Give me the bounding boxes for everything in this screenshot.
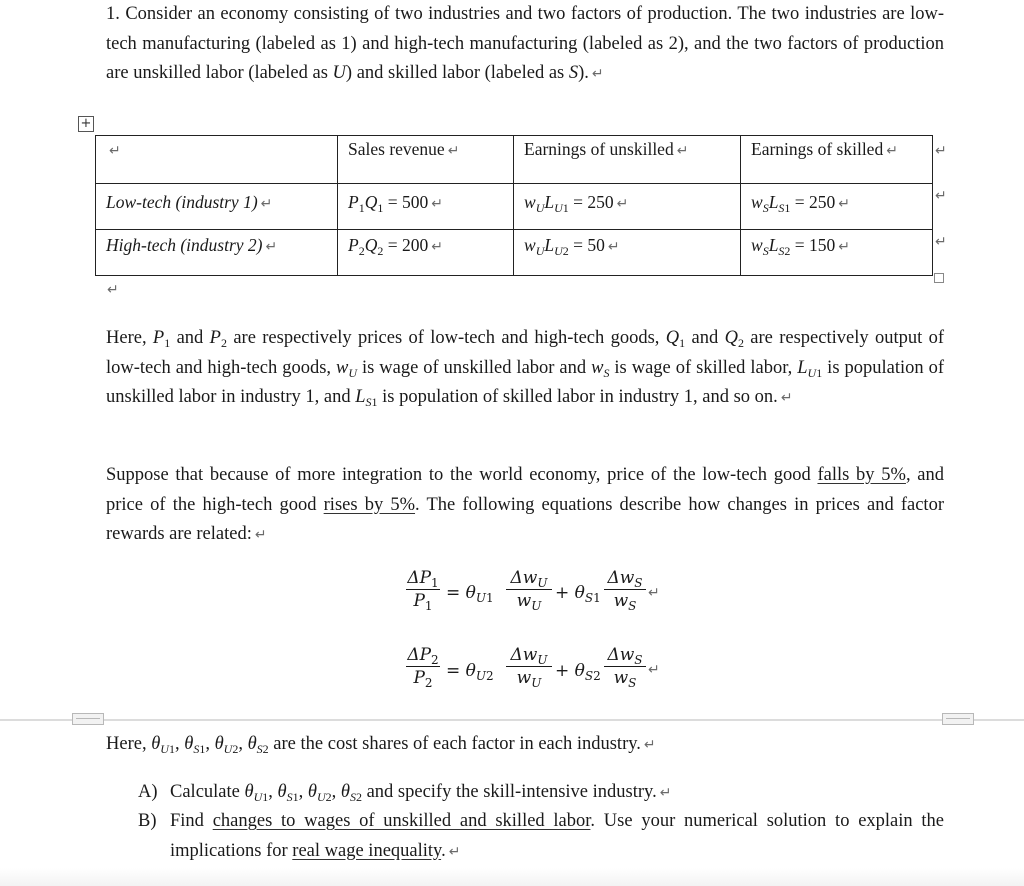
page-bottom-edge bbox=[0, 868, 1024, 886]
cell-skilled-low-tech[interactable]: $w_SL_{S1} = 250$ ↵ bbox=[741, 184, 933, 230]
table-corner-cell[interactable] bbox=[96, 136, 338, 184]
cell-skilled-high-tech[interactable]: $w_SL_{S2} = 150$ ↵ bbox=[741, 230, 933, 276]
row-end-mark-icon: ↵ bbox=[935, 234, 947, 250]
row-label-high-tech[interactable]: High-tech (industry 2) ↵ bbox=[96, 230, 338, 276]
cell-sales-high-tech[interactable]: $P_2Q_2 = 200$ ↵ bbox=[338, 230, 514, 276]
real-wage-inequality-underline: real wage inequality bbox=[292, 840, 442, 861]
row-end-mark-icon: ↵ bbox=[935, 143, 947, 159]
cell-unskilled-low-tech[interactable]: $w_UL_{U1} = 250$ ↵ bbox=[514, 184, 741, 230]
header-earnings-skilled[interactable]: Earnings of skilled ↵ bbox=[741, 136, 933, 184]
question-intro: 1. Consider an economy consisting of two industries and two factors of production. The two industries are low-tech manufacturing (labeled as 1) and high-tech manufacturing (labeled as 2), and the two factors of production are unskilled labor (labeled as U) and skilled labor (labeled as S). ↵ bbox=[106, 4, 944, 83]
cost-shares-paragraph: Here, $\theta_{U1}$, $\theta_{S1}$, $\theta_{U2}$, $\theta_{S2}$ are the cost shares of each factor in each industry. ↵ bbox=[106, 734, 656, 756]
header-earnings-unskilled[interactable]: Earnings of unskilled ↵ bbox=[514, 136, 741, 184]
rises-by-5-underline: rises by 5% bbox=[323, 494, 416, 515]
list-item-a: A) Calculate $\theta_{U1}$, $\theta_{S1}$, $\theta_{U2}$, $\theta_{S2}$ and specify the skill-intensive industry. ↵ bbox=[138, 782, 672, 804]
falls-by-5-underline: falls by 5% bbox=[817, 465, 906, 485]
return-mark-icon: ↵ bbox=[591, 66, 604, 82]
wage-changes-underline: changes to wages of unskilled and skilled labor bbox=[212, 811, 591, 831]
page-break-right-icon bbox=[942, 713, 974, 725]
table-header-row bbox=[96, 136, 933, 184]
table-resize-handle[interactable] bbox=[934, 273, 944, 283]
table-row bbox=[96, 230, 933, 276]
row-label-low-tech[interactable]: Low-tech (industry 1) ↵ bbox=[96, 184, 338, 230]
page-break-line bbox=[0, 719, 1024, 721]
question-number: 1. bbox=[106, 4, 120, 24]
row-end-mark-icon: ↵ bbox=[935, 188, 947, 204]
revenue-earnings-table bbox=[95, 135, 933, 276]
table-move-handle-icon[interactable]: + bbox=[78, 116, 94, 132]
table-row bbox=[96, 184, 933, 230]
list-item-b: B) Find changes to wages of unskilled and skilled labor. Use your numerical solution to explain the implications for real wage inequality. ↵ bbox=[138, 811, 944, 861]
cell-sales-low-tech[interactable]: $P_1Q_1 = 500$ ↵ bbox=[338, 184, 514, 230]
cell-unskilled-high-tech[interactable]: $w_UL_{U2} = 50$ ↵ bbox=[514, 230, 741, 276]
definitions-paragraph: Here, $P_1$ and $P_2$ are respectively prices of low-tech and high-tech goods, $Q_1$ and $Q_2$ are respectively output of low-tech and high-tech goods, $w_U$ is wage of unskilled labor and $w_S$ is wage of skilled labor, $L_{U1}$ is population of unskilled labor in industry 1, and $L_{S1}$ is population of skilled labor in industry 1, and so on. ↵ bbox=[106, 328, 944, 409]
page-break-left-icon bbox=[72, 713, 104, 725]
header-sales-revenue[interactable]: Sales revenue ↵ bbox=[338, 136, 514, 184]
return-mark-icon: ↵ bbox=[107, 282, 119, 298]
scenario-paragraph: Suppose that because of more integration to the world economy, price of the low-tech good falls by 5%, and price of the high-tech good rises by 5%. The following equations describe how changes in prices and factor rewards are related: ↵ bbox=[106, 465, 944, 544]
return-mark-icon: ↵ bbox=[109, 143, 121, 159]
